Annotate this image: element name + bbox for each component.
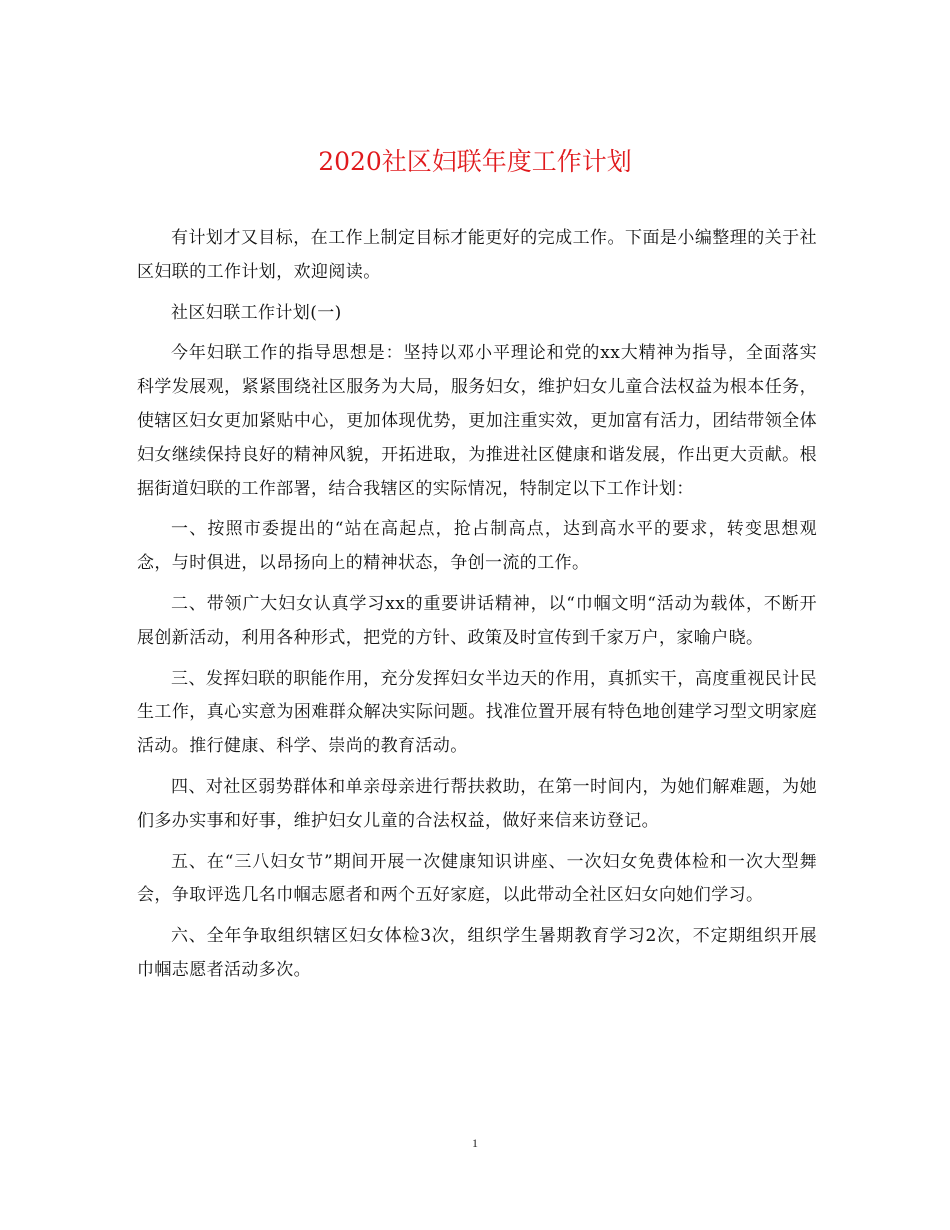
paragraph-item-6: 六、全年争取组织辖区妇女体检3次，组织学生暑期教育学习2次，不定期组织开展巾帼志愿者活动多次。 bbox=[137, 926, 817, 980]
paragraph-item-2: 二、带领广大妇女认真学习xx的重要讲话精神，以“巾帼文明“活动为载体，不断开展创新活动，利用各种形式，把党的方针、政策及时宣传到千家万户，家喻户晓。 bbox=[137, 593, 817, 648]
page-number: 1 bbox=[472, 1136, 478, 1150]
paragraph-item-3: 三、发挥妇联的职能作用，充分发挥妇女半边天的作用，真抓实干，高度重视民计民生工作，真心实意为困难群众解决实际问题。找准位置开展有特色地创建学习型文明家庭活动。推行健康、科学、崇尚的教育活动。 bbox=[137, 668, 817, 757]
section-heading: 社区妇联工作计划(一) bbox=[171, 302, 342, 323]
paragraph-item-1: 一、按照市委提出的“站在高起点，抢占制高点，达到高水平的要求，转变思想观念，与时俱进，以昂扬向上的精神状态，争创一流的工作。 bbox=[137, 519, 817, 574]
paragraph-intro: 有计划才又目标，在工作上制定目标才能更好的完成工作。下面是小编整理的关于社区妇联的工作计划，欢迎阅读。 bbox=[137, 228, 817, 282]
paragraph-item-5: 五、在“三八妇女节”期间开展一次健康知识讲座、一次妇女免费体检和一次大型舞会，争取评选几名巾帼志愿者和两个五好家庭，以此带动全社区妇女向她们学习。 bbox=[137, 851, 817, 906]
paragraph-item-4: 四、对社区弱势群体和单亲母亲进行帮扶救助，在第一时间内，为她们解难题，为她们多办实事和好事，维护妇女儿童的合法权益，做好来信来访登记。 bbox=[137, 776, 817, 831]
document-title: 2020社区妇联年度工作计划 bbox=[318, 147, 632, 176]
paragraph-guiding-ideology: 今年妇联工作的指导思想是：坚持以邓小平理论和党的xx大精神为指导，全面落实科学发展观，紧紧围绕社区服务为大局，服务妇女，维护妇女儿童合法权益为根本任务，使辖区妇女更加紧贴中心，更加体现优势，更加注重实效，更加富有活力，团结带领全体妇女继续保持良好的精神风貌，开拓进取，为推进社区健康和谐发展，作出更大贡献。根据街道妇联的工作部署，结合我辖区的实际情况，特制定以下工作计划： bbox=[137, 343, 817, 499]
document-body bbox=[137, 222, 817, 995]
